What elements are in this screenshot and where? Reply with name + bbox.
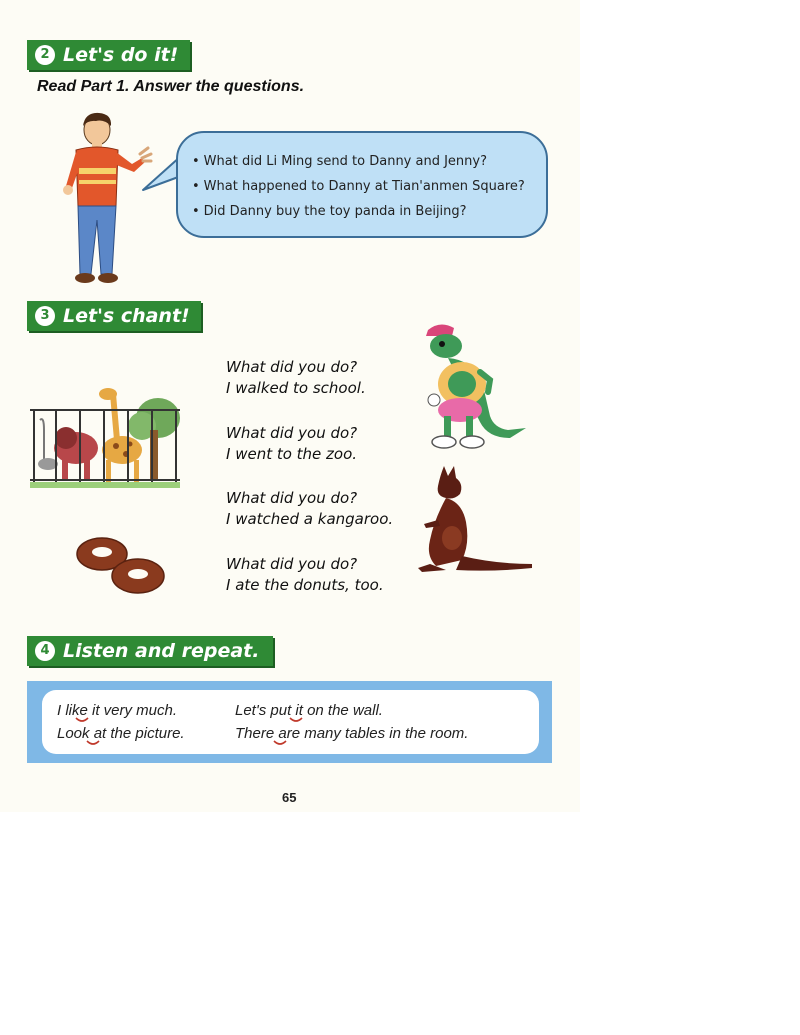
zoo-animals-illustration xyxy=(30,380,190,490)
chant-answer: I watched a kangaroo. xyxy=(226,510,394,528)
section-3-header xyxy=(27,301,201,331)
listen-box-inner xyxy=(42,690,539,754)
chant-question: What did you do? xyxy=(226,489,358,507)
section-2-number: 2 xyxy=(35,45,55,65)
listen-sentence: I like it very much. xyxy=(57,702,178,719)
speech-bubble xyxy=(176,131,548,238)
section-3-title: Let's chant! xyxy=(63,305,190,327)
question-list xyxy=(192,149,546,224)
listen-sentence: Let's put it on the wall. xyxy=(235,702,383,719)
boy-illustration xyxy=(52,108,152,288)
page-number: 65 xyxy=(282,790,297,805)
dinosaur-illustration xyxy=(418,320,530,455)
kangaroo-illustration xyxy=(416,460,536,580)
section-4-header xyxy=(27,636,273,666)
chant-verse xyxy=(226,488,393,530)
listen-box xyxy=(27,681,552,763)
chant-verse xyxy=(226,554,384,596)
linking-mark xyxy=(289,717,303,723)
chant-question: What did you do? xyxy=(226,424,358,442)
chant-verse xyxy=(226,357,366,399)
listen-sentence: Look at the picture. xyxy=(57,725,185,742)
donuts-illustration xyxy=(76,532,168,598)
chant-answer: I walked to school. xyxy=(226,379,366,397)
section-4-number: 4 xyxy=(35,641,55,661)
section-2-instruction: Read Part 1. Answer the questions. xyxy=(37,78,305,95)
section-3-number: 3 xyxy=(35,306,55,326)
chant-answer: I went to the zoo. xyxy=(226,445,358,463)
chant-verse xyxy=(226,423,357,465)
question-item: • Did Danny buy the toy panda in Beijing? xyxy=(192,199,546,224)
chant-question: What did you do? xyxy=(226,358,358,376)
listen-sentence: There are many tables in the room. xyxy=(235,725,469,742)
question-item: • What happened to Danny at Tian'anmen Square? xyxy=(192,174,546,199)
linking-mark xyxy=(86,740,100,746)
linking-mark xyxy=(273,740,287,746)
question-item: • What did Li Ming send to Danny and Jenny? xyxy=(192,149,546,174)
linking-mark xyxy=(75,717,89,723)
section-2-title: Let's do it! xyxy=(63,44,179,66)
section-2-header xyxy=(27,40,190,70)
chant-answer: I ate the donuts, too. xyxy=(226,576,384,594)
chant-question: What did you do? xyxy=(226,555,358,573)
section-4-title: Listen and repeat. xyxy=(63,640,260,662)
